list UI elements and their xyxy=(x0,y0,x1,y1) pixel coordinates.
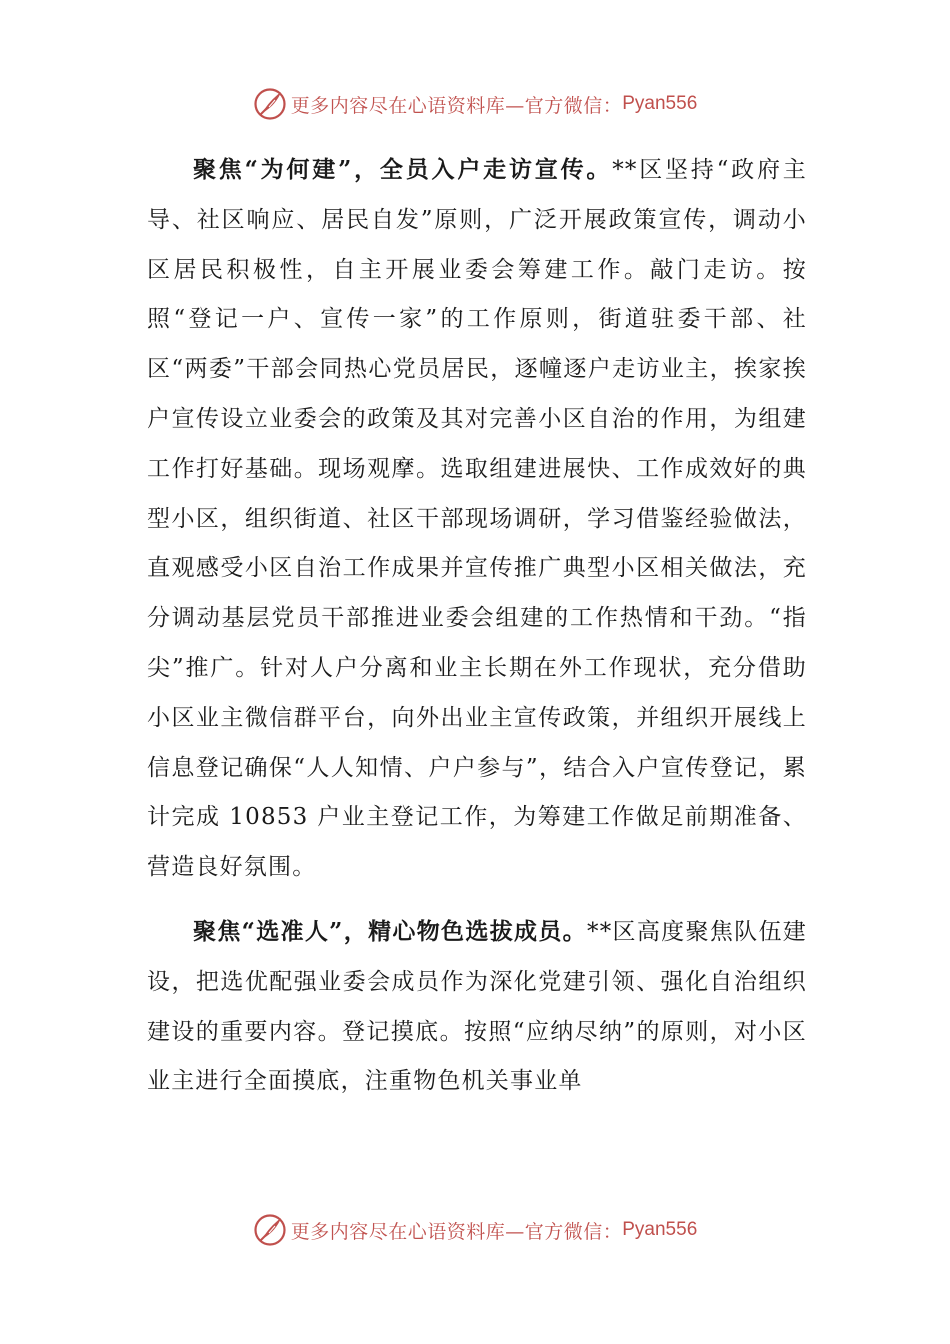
banner-text: 更多内容尽在心语资料库—官方微信： xyxy=(290,94,623,117)
header-banner xyxy=(0,84,950,124)
footer-banner xyxy=(0,1210,950,1250)
document-body xyxy=(147,145,807,1107)
paragraph xyxy=(147,907,807,1107)
paragraph-heading: 聚焦“为何建”，全员入户走访宣传。 xyxy=(193,156,613,183)
quill-logo-icon xyxy=(253,87,287,121)
paragraph-body: **区高度聚焦队伍建设，把选优配强业委会成员作为深化党建引领、强化自治组织建设的重要内容。登记摸底。按照“应纳尽纳”的原则，对小区业主进行全面摸底，注重物色机关事业单 xyxy=(147,918,808,1095)
paragraph-heading: 聚焦“选准人”，精心物色选拔成员。 xyxy=(193,917,587,945)
paragraph-body: **区坚持“政府主导、社区响应、居民自发”原则，广泛开展政策宣传，调动小区居民积极性，自主开展业委会筹建工作。敲门走访。按照“登记一户、宣传一家”的工作原则，街道驻委干部、社区“两委”干部会同热心党员居民，逐幢逐户走访业主，挨家挨户宣传设立业委会的政策及其对完善小区自治的作用，为组建工作打好基础。现场观摩。选取组建进展快、工作成效好的典型小区，组织街道、社区干部现场调研，学习借鉴经验做法，直观感受小区自治工作成果并宣传推广典型小区相关做法，充分调动基层党员干部推进业委会组建的工作热情和干劲。“指尖”推广。针对人户分离和业主长期在外工作现状，充分借助小区业主微信群平台，向外出业主宣传政策，并组织开展线上信息登记确保“人人知情、户户参与”，结合入户宣传登记，累计完成 10853 户业主登记工作，为筹建工作做足前期准备、营造良好氛围。 xyxy=(147,157,807,881)
quill-logo-icon xyxy=(253,1213,287,1247)
banner-wechat-handle: Pyan556 xyxy=(622,93,698,114)
paragraph xyxy=(147,145,807,893)
banner-text: 更多内容尽在心语资料库—官方微信： xyxy=(290,1220,623,1243)
banner-wechat-handle: Pyan556 xyxy=(622,1219,698,1240)
